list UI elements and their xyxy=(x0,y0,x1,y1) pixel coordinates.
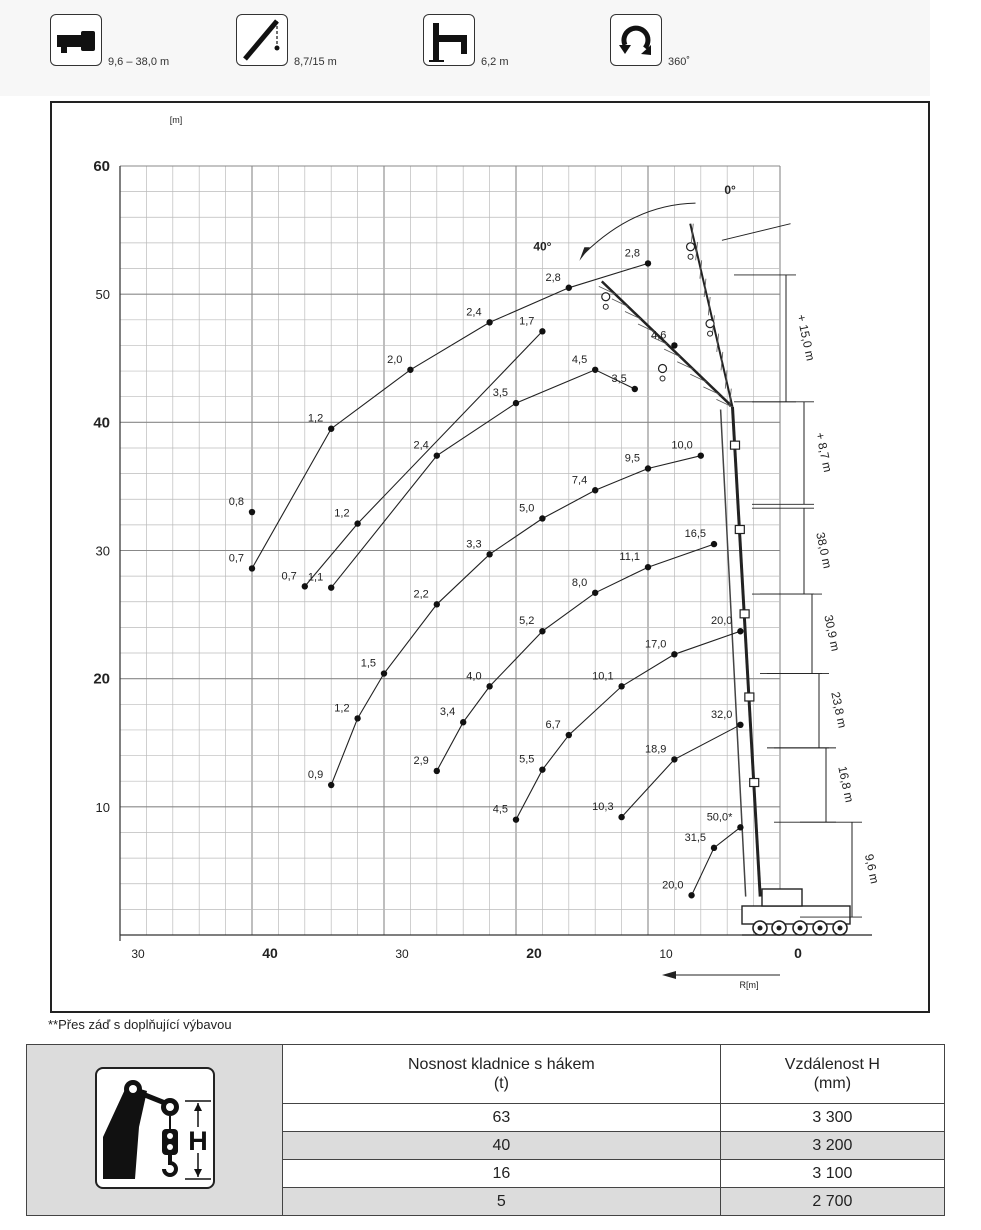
y-tick-label: 10 xyxy=(95,799,110,815)
load-point-label: 3,4 xyxy=(439,706,456,719)
boom-section-label: + 8,7 m xyxy=(812,431,835,474)
load-point xyxy=(354,715,360,721)
load-point xyxy=(513,400,519,406)
boom-section-joint xyxy=(745,693,754,701)
header-load-line2: (t) xyxy=(493,1075,509,1092)
angle-label-0: 0° xyxy=(724,183,736,198)
cell-load: 40 xyxy=(283,1132,721,1160)
load-point xyxy=(671,756,677,762)
outrigger-width-icon xyxy=(423,14,475,66)
load-point-label: 0,7 xyxy=(228,552,244,565)
cell-distance: 2 700 xyxy=(720,1188,944,1216)
load-point xyxy=(407,367,413,373)
load-point xyxy=(302,583,308,589)
y-tick-label: 30 xyxy=(95,543,110,559)
x-tick-label: 30 xyxy=(131,947,145,961)
load-point-label: 8,0 xyxy=(571,576,588,589)
load-point xyxy=(434,768,440,774)
truck-hub xyxy=(798,926,803,931)
load-point-label: 2,2 xyxy=(413,588,429,601)
hook-icon xyxy=(603,304,608,309)
y-tick-label: 60 xyxy=(93,158,110,175)
truck-hub xyxy=(777,926,782,931)
load-point xyxy=(737,722,743,728)
load-point-label: 1,5 xyxy=(360,657,376,670)
boom-section-joint xyxy=(750,779,759,787)
load-point xyxy=(645,465,651,471)
cell-load: 63 xyxy=(283,1104,721,1132)
load-point xyxy=(737,628,743,634)
header-distance-line2: (mm) xyxy=(813,1075,852,1092)
load-point-label: 10,1 xyxy=(592,670,614,683)
y-tick-label: 40 xyxy=(93,414,110,432)
load-point-label: 11,1 xyxy=(619,551,640,564)
truck-hub xyxy=(818,926,823,931)
load-point-label: 4,6 xyxy=(651,329,667,342)
header-distance-line1: Vzdálenost H xyxy=(784,1056,880,1073)
x-direction-arrow-head xyxy=(662,971,676,979)
boom-section-joint xyxy=(735,525,744,533)
load-point-label: 4,5 xyxy=(571,353,588,366)
load-point-label: 17,0 xyxy=(644,638,667,651)
header-load-line1: Nosnost kladnice s hákem xyxy=(408,1056,595,1073)
x-tick-label: 20 xyxy=(526,945,542,961)
spec-outrigger-value: 9,6 – 38,0 m xyxy=(108,56,170,68)
load-point-label: 20,0 xyxy=(662,879,684,892)
cell-load: 16 xyxy=(283,1160,721,1188)
boom-section-label: 9,6 m xyxy=(861,852,882,885)
y-tick-label: 20 xyxy=(93,670,110,688)
load-point xyxy=(592,487,598,493)
jib-icon xyxy=(236,14,288,66)
spec-jib-value: 8,7/15 m xyxy=(294,56,337,68)
load-point-label: 31,5 xyxy=(684,831,706,844)
load-point-label: 7,4 xyxy=(571,474,588,487)
load-point xyxy=(328,584,334,590)
load-point-label: 10,0 xyxy=(671,439,693,452)
rotation-icon xyxy=(610,14,662,66)
x-tick-label: 10 xyxy=(659,947,673,961)
load-point-label: 2,8 xyxy=(624,247,640,260)
load-point-label: 16,5 xyxy=(684,528,706,541)
load-chart-svg xyxy=(52,103,928,1011)
load-point xyxy=(486,319,492,325)
x-axis-label: R[m] xyxy=(739,980,759,990)
load-point xyxy=(249,565,255,571)
load-point-label: 1,2 xyxy=(334,507,350,520)
load-point xyxy=(434,452,440,458)
load-point-label: 20,0 xyxy=(710,615,733,628)
hook-block-icon-letter: H xyxy=(187,1125,208,1156)
load-point-label: 1,2 xyxy=(307,412,324,425)
load-curve-line xyxy=(305,331,543,586)
hook-block-table xyxy=(26,1044,945,1216)
header-load xyxy=(283,1045,721,1104)
hook-icon xyxy=(659,365,667,373)
cell-distance: 3 100 xyxy=(720,1160,944,1188)
boom-section-joint xyxy=(731,441,740,449)
load-point xyxy=(737,824,743,830)
load-point-label: 1,1 xyxy=(307,571,324,584)
load-point-label: 6,7 xyxy=(545,719,561,732)
load-point xyxy=(566,285,572,291)
x-tick-label: 0 xyxy=(794,945,802,961)
load-point xyxy=(671,651,677,657)
hook-block-icon xyxy=(95,1067,215,1189)
load-point-label: 1,7 xyxy=(519,315,535,328)
load-point-label: 2,4 xyxy=(413,439,429,452)
truck-cab xyxy=(762,889,802,906)
load-point-label: 10,3 xyxy=(592,801,614,814)
boom-section-label: + 15,0 m xyxy=(794,313,818,363)
hook-block-icon-cell xyxy=(27,1045,283,1216)
hook-icon xyxy=(687,243,695,251)
load-point-label: 0,8 xyxy=(228,496,244,509)
hook-icon xyxy=(708,331,713,336)
y-tick-label: 50 xyxy=(95,287,110,303)
load-point-label: 50,0* xyxy=(706,811,733,824)
load-point xyxy=(539,766,545,772)
load-point xyxy=(592,590,598,596)
truck-hub xyxy=(838,926,843,931)
load-point-label: 2,8 xyxy=(545,271,561,284)
cell-load: 5 xyxy=(283,1188,721,1216)
angle-label-40: 40° xyxy=(533,239,552,254)
hook-icon xyxy=(688,254,693,259)
hook-icon xyxy=(706,320,714,328)
cell-distance: 3 300 xyxy=(720,1104,944,1132)
outrigger-icon xyxy=(50,14,102,66)
load-point xyxy=(592,367,598,373)
load-point xyxy=(539,515,545,521)
x-tick-label: 30 xyxy=(395,947,409,961)
load-point xyxy=(460,719,466,725)
load-curve-line xyxy=(331,370,635,588)
hook-icon xyxy=(660,376,665,381)
load-point xyxy=(698,452,704,458)
load-point-label: 9,5 xyxy=(624,452,640,465)
x-tick-label: 40 xyxy=(262,945,278,961)
load-point xyxy=(328,426,334,432)
cell-distance: 3 200 xyxy=(720,1132,944,1160)
load-point xyxy=(711,845,717,851)
load-point xyxy=(671,342,677,348)
load-point xyxy=(688,892,694,898)
boom-section-joint xyxy=(740,610,749,618)
load-point xyxy=(711,541,717,547)
load-point-label: 5,2 xyxy=(519,615,535,628)
boom-section-label: 30,9 m xyxy=(821,613,843,653)
load-point xyxy=(249,509,255,515)
load-point xyxy=(434,601,440,607)
load-point xyxy=(381,670,387,676)
header-distance xyxy=(720,1045,944,1104)
load-point xyxy=(618,814,624,820)
spec-rotation-value: 360˚ xyxy=(668,56,691,68)
angle-arc xyxy=(585,203,696,253)
footnote: **Přes záď s doplňující výbavou xyxy=(48,1017,232,1032)
load-point xyxy=(539,628,545,634)
load-point xyxy=(486,683,492,689)
load-point-label: 1,2 xyxy=(334,702,350,715)
load-point-label: 32,0 xyxy=(710,708,733,721)
boom-section-label: 16,8 m xyxy=(835,764,857,804)
load-point-label: 0,7 xyxy=(281,570,297,583)
load-point-label: 3,5 xyxy=(611,373,627,386)
load-point-label: 2,9 xyxy=(413,754,429,767)
load-point-label: 4,0 xyxy=(466,670,482,683)
boom-main xyxy=(732,407,760,897)
load-point xyxy=(566,732,572,738)
chart-grid xyxy=(120,166,780,935)
truck-hub xyxy=(758,926,763,931)
load-point xyxy=(645,564,651,570)
load-chart xyxy=(50,101,930,1013)
load-point-label: 3,5 xyxy=(492,387,508,400)
load-point xyxy=(328,782,334,788)
load-point xyxy=(354,520,360,526)
load-point-label: 3,3 xyxy=(466,538,482,551)
load-point-label: 0,9 xyxy=(307,769,324,782)
load-point-label: 2,0 xyxy=(387,353,403,366)
load-point xyxy=(486,551,492,557)
load-point-label: 18,9 xyxy=(644,743,667,756)
load-point xyxy=(632,386,638,392)
load-point xyxy=(645,260,651,266)
load-point xyxy=(513,816,519,822)
load-point-label: 4,5 xyxy=(492,803,508,816)
hook-icon xyxy=(602,293,610,301)
load-point-label: 2,4 xyxy=(466,306,482,319)
load-curve-line xyxy=(622,725,741,817)
load-point-label: 5,5 xyxy=(519,753,535,766)
boom-section-label: 23,8 m xyxy=(828,690,850,730)
y-axis-label: [m] xyxy=(169,115,183,125)
boom-section-label: 38,0 m xyxy=(813,530,835,570)
load-point-label: 5,0 xyxy=(519,502,535,515)
load-point xyxy=(618,683,624,689)
load-point xyxy=(539,328,545,334)
spec-outrigger-width-value: 6,2 m xyxy=(481,56,509,68)
